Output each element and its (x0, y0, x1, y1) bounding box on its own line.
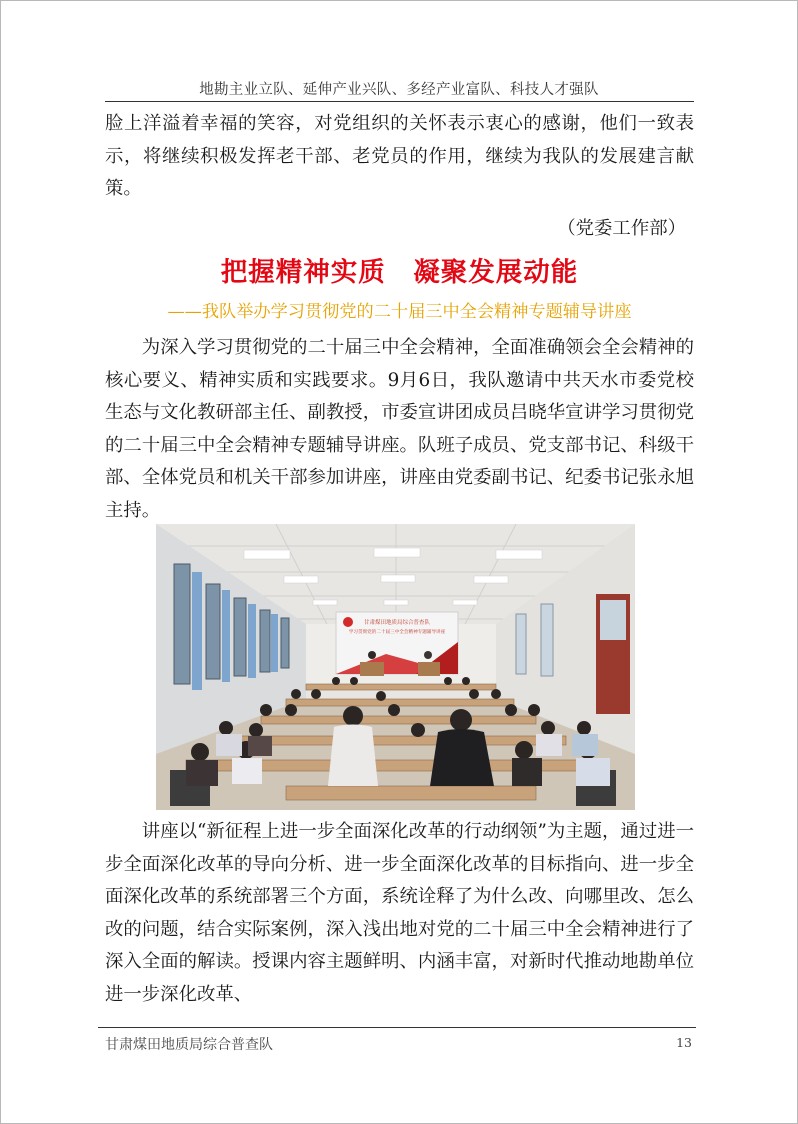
closing-paragraph-text: 脸上洋溢着幸福的笑容，对党组织的关怀表示衷心的感谢，他们一致表示，将继续积极发挥老干部、老党员的作用，继续为我队的发展建言献策。 (105, 113, 694, 199)
banner-line-2: 学习贯彻党的二十届三中全会精神专题辅导讲座 (348, 630, 446, 635)
paragraph-1-text: 为深入学习贯彻党的二十届三中全会精神，全面准确领会全会精神的核心要义、精神实质和实践要求。9月6日，我队邀请中共天水市委党校生态与文化教研部主任、副教授，市委宣讲团成员吕晓华宣讲学习贯彻党的二十届三中全会精神专题辅导讲座。队班子成员、党支部书记、科级干部、全体党员和机关干部参加讲座，讲座由党委副书记、纪委书记张永旭主持。 (105, 337, 694, 521)
article-paragraph-2 (105, 816, 694, 1011)
lecture-hall-photo (156, 524, 635, 810)
article-subtitle: ——我队举办学习贯彻党的二十届三中全会精神专题辅导讲座 (167, 302, 632, 322)
paragraph-2-text: 讲座以“新征程上进一步全面深化改革的行动纲领”为主题，通过进一步全面深化改革的导向分析、进一步全面深化改革的目标指向、进一步全面深化改革的系统部署三个方面，系统诠释了为什么改、向哪里改、怎么改的问题，结合实际案例，深入浅出地对党的二十届三中全会精神进行了深入全面的解读。授课内容主题鲜明、内涵丰富，对新时代推动地勘单位进一步深化改革、 (105, 821, 694, 1005)
previous-article-closing-paragraph (105, 108, 694, 206)
header-rule (105, 101, 694, 102)
article-paragraph-1 (105, 332, 694, 527)
footer-organization: 甘肃煤田地质局综合普查队 (105, 1037, 273, 1053)
banner-line-1: 甘肃煤田地质局综合普查队 (363, 620, 431, 626)
article-signature: （党委工作部） (557, 218, 686, 239)
page-number: 13 (676, 1035, 692, 1050)
header-slogan: 地勘主业立队、延伸产业兴队、多经产业富队、科技人才强队 (199, 82, 599, 98)
footer-rule (98, 1027, 696, 1028)
article-title: 把握精神实质 凝聚发展动能 (220, 257, 579, 288)
